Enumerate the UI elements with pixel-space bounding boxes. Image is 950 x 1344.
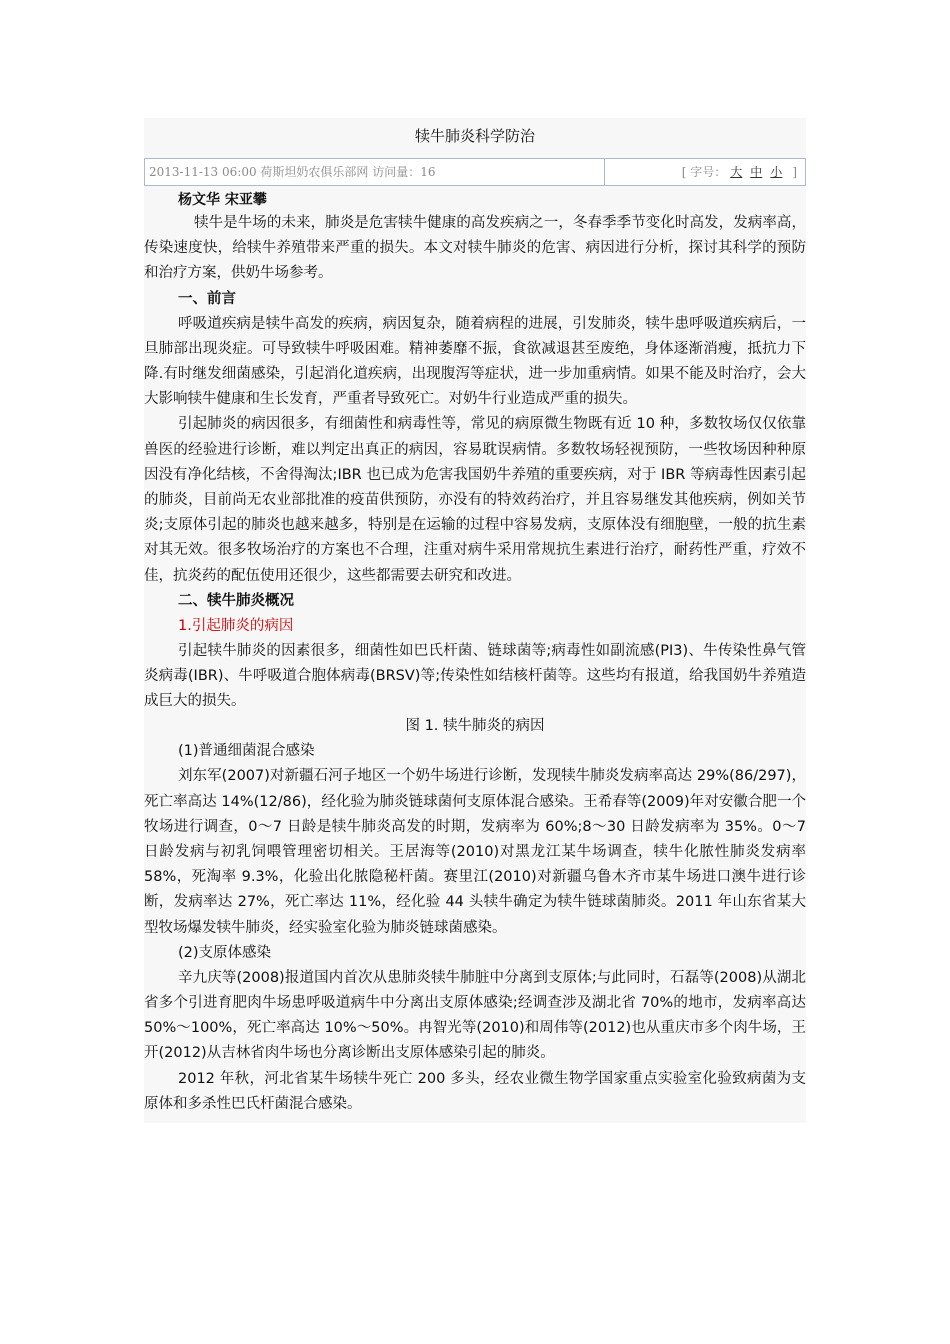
item-heading-bacterial: (1)普通细菌混合感染 [178,743,315,760]
article-abstract: 犊牛是牛场的未来，肺炎是危害犊牛健康的高发疾病之一，冬春季季节变化时高发，发病率高，传染速度快，给犊牛养殖带来严重的损失。本文对犊牛肺炎的危害、病因进行分析，探讨其科学的预防和治疗方案，供奶牛场参考。 [144,215,806,282]
paragraph: 辛九庆等(2008)报道国内首次从患肺炎犊牛肺脏中分离到支原体;与此同时，石磊等(2008)从湖北省多个引进育肥肉牛场患呼吸道病牛中分离出支原体感染;经调查涉及湖北省 70%的地市，发病率高达 50%～100%，死亡率高达 10%～50%。冉智光等(2010)和周伟等(2012)也从重庆市多个肉牛场，王开(2012)从吉林省肉牛场也分离诊断出支原体感染引起的肺炎。 [144,969,806,1062]
article-meta-bar [144,158,806,186]
article-container [144,118,806,1123]
font-size-medium-link[interactable]: 中 [750,165,763,179]
font-size-large-link[interactable]: 大 [730,165,743,179]
paragraph: 呼吸道疾病是犊牛高发的疾病，病因复杂，随着病程的进展，引发肺炎，犊牛患呼吸道疾病后，一旦肺部出现炎症。可导致犊牛呼吸困难。精神萎靡不振，食欲减退甚至废绝，身体逐渐消瘦，抵抗力下降.有时继发细菌感染，引起消化道疾病，出现腹泻等症状，进一步加重病情。如果不能及时治疗，会大大影响犊牛健康和生长发育，严重者导致死亡。对奶牛行业造成严重的损失。 [144,315,806,408]
item-heading-mycoplasma: (2)支原体感染 [178,944,272,961]
font-size-close-bracket: ] [792,165,797,179]
article-meta-info: 2013-11-13 06:00 荷斯坦奶农俱乐部网 访问量：16 [145,159,605,185]
section-heading-intro: 一、前言 [178,290,236,307]
section-heading-overview: 二、犊牛肺炎概况 [178,592,294,609]
font-size-switcher [605,159,805,185]
paragraph: 引起肺炎的病因很多，有细菌性和病毒性等，常见的病原微生物既有近 10 种，多数牧场仅仅依靠兽医的经验进行诊断，难以判定出真正的病因，容易耽误病情。多数牧场轻视预防，一些牧场因种种原因没有净化结核，不舍得淘汰;IBR 也已成为危害我国奶牛养殖的重要疾病，对于 IBR 等病毒性因素引起的肺炎，目前尚无农业部批准的疫苗供预防，亦没有的特效药治疗，并且容易继发其他疾病，例如关节炎;支原体引起的肺炎也越来越多，特别是在运输的过程中容易发病，支原体没有细胞壁，一般的抗生素对其无效。很多牧场治疗的方案也不合理，注重对病牛采用常规抗生素进行治疗，耐药性严重，疗效不佳，抗炎药的配伍使用还很少，这些都需要去研究和改进。 [144,416,806,584]
font-size-label: [ 字号： [681,165,727,179]
paragraph: 2012 年秋，河北省某牛场犊牛死亡 200 多头，经农业微生物学国家重点实验室化验致病菌为支原体和多杀性巴氏杆菌混合感染。 [144,1070,806,1112]
subsection-heading-causes: 1.引起肺炎的病因 [178,617,294,634]
article-authors: 杨文华 宋亚攀 [178,192,267,208]
paragraph: 引起犊牛肺炎的因素很多，细菌性如巴氏杆菌、链球菌等;病毒性如副流感(PI3)、牛传染性鼻气管炎病毒(IBR)、牛呼吸道合胞体病毒(BRSV)等;传染性如结核杆菌等。这些均有报道，给我国奶牛养殖造成巨大的损失。 [144,642,806,710]
paragraph: 刘东军(2007)对新疆石河子地区一个奶牛场进行诊断，发现犊牛肺炎发病率高达 29%(86/297)，死亡率高达 14%(12/86)，经化验为肺炎链球菌何支原体混合感染。王希春等(2009)年对安徽合肥一个牧场进行调查，0～7 日龄是犊牛肺炎高发的时期，发病率为 60%;8～30 日龄发病率为 35%。0～7 日龄发病与初乳饲喂管理密切相关。王居海等(2010)对黑龙江某牛场调查，犊牛化脓性肺炎发病率 58%，死淘率 9.3%，化验出化脓隐秘杆菌。赛里江(2010)对新疆乌鲁木齐市某牛场进口澳牛进行诊断，发病率达 27%，死亡率达 11%，经化验 44 头犊牛确定为犊牛链球菌肺炎。2011 年山东省某大型牧场爆发犊牛肺炎，经实验室化验为肺炎链球菌感染。 [144,768,806,936]
figure-caption: 图 1. 犊牛肺炎的病因 [405,718,545,735]
font-size-small-link[interactable]: 小 [770,165,783,179]
article-title: 犊牛肺炎科学防治 [414,127,535,145]
